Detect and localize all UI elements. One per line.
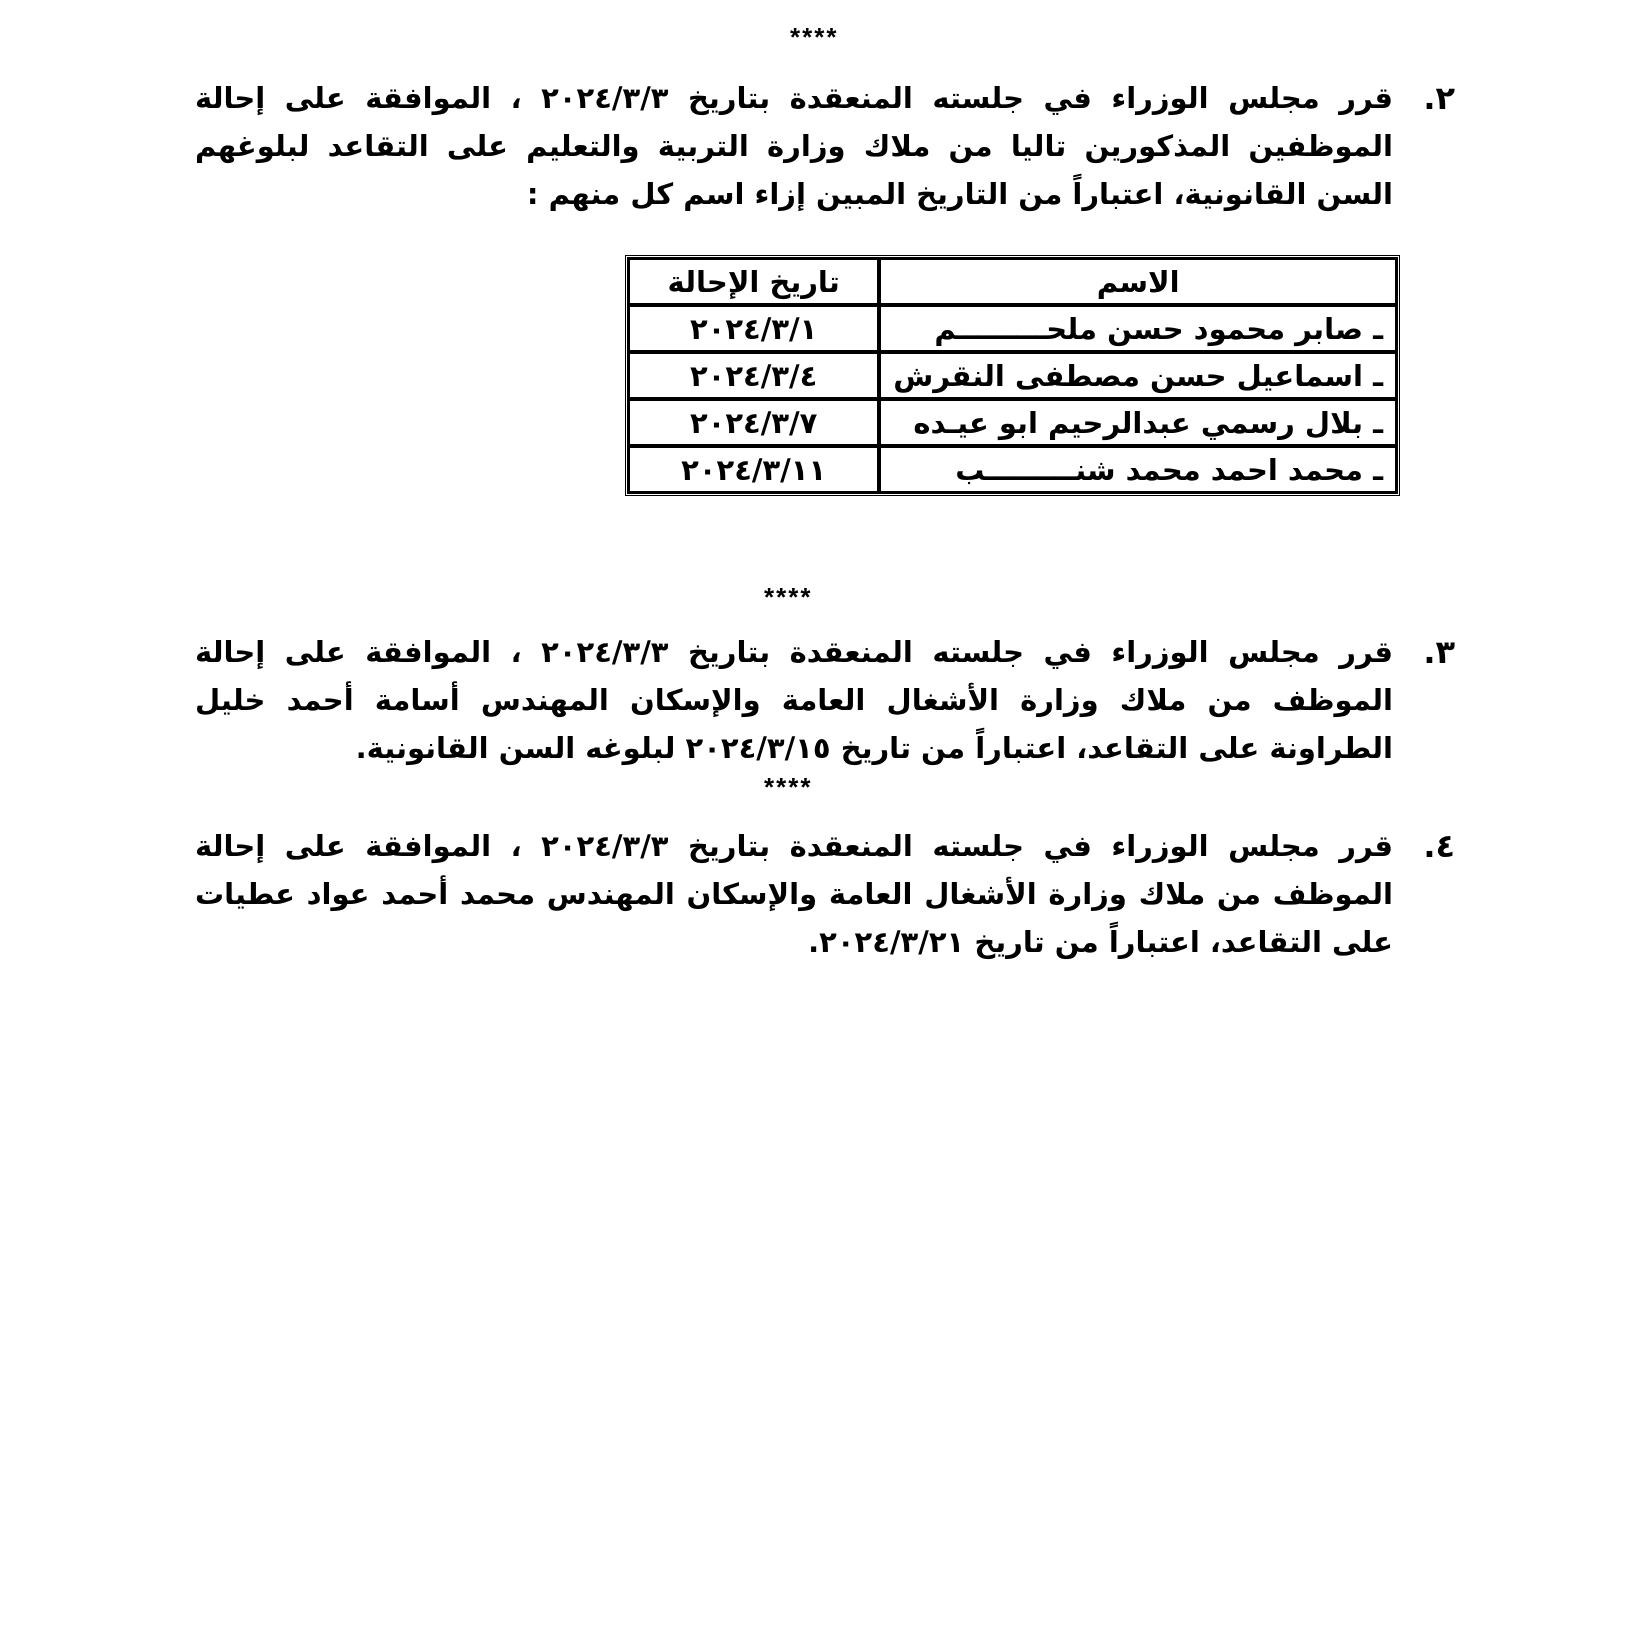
header-name: الاسم <box>879 258 1397 305</box>
header-date: تاريخ الإحالة <box>628 258 879 305</box>
retirement-date: ٢٠٢٤/٣/١ <box>628 305 879 352</box>
separator-stars-top: **** <box>790 22 839 52</box>
item-text: قرر مجلس الوزراء في جلسته المنعقدة بتاريخ ٢٠٢٤/٣/٣ ، الموافقة على إحالة الموظفين المذكورين تاليا من ملاك وزارة التربية والتعليم على التقاعد لبلوغهم السن القانونية، اعتباراً من التاريخ المبين إزاء اسم كل منهم : <box>195 81 1393 211</box>
employee-name: ـ صابر محمود حسن ملحـــــــــم <box>879 305 1397 352</box>
employee-name: ـ اسماعيل حسن مصطفى النقرش <box>879 352 1397 399</box>
employee-name: ـ محمد احمد محمد شنـــــــــب <box>879 446 1397 493</box>
decision-item-3 <box>195 628 1455 772</box>
item-number: ٤. <box>1423 827 1455 865</box>
item-text: قرر مجلس الوزراء في جلسته المنعقدة بتاريخ ٢٠٢٤/٣/٣ ، الموافقة على إحالة الموظف من ملاك وزارة الأشغال العامة والإسكان المهندس محمد أحمد عواد عطيات على التقاعد، اعتباراً من تاريخ ٢٠٢٤/٣/٢١. <box>195 829 1393 959</box>
table-row <box>628 446 1397 493</box>
item-number: ٢. <box>1423 79 1455 117</box>
retirement-table <box>625 255 1400 496</box>
table-row <box>628 352 1397 399</box>
retirement-date: ٢٠٢٤/٣/٤ <box>628 352 879 399</box>
separator-stars-middle: **** <box>764 582 813 612</box>
item-number: ٣. <box>1423 633 1455 671</box>
table-row <box>628 399 1397 446</box>
separator-stars-lower: **** <box>764 772 813 802</box>
decision-item-4 <box>195 822 1455 966</box>
decision-item-2 <box>195 74 1455 218</box>
retirement-date: ٢٠٢٤/٣/١١ <box>628 446 879 493</box>
retirement-date: ٢٠٢٤/٣/٧ <box>628 399 879 446</box>
table-header-row <box>628 258 1397 305</box>
table-row <box>628 305 1397 352</box>
item-text: قرر مجلس الوزراء في جلسته المنعقدة بتاريخ ٢٠٢٤/٣/٣ ، الموافقة على إحالة الموظف من ملاك وزارة الأشغال العامة والإسكان المهندس أسامة أحمد خليل الطراونة على التقاعد، اعتباراً من تاريخ ٢٠٢٤/٣/١٥ لبلوغه السن القانونية. <box>195 635 1393 765</box>
employee-name: ـ بلال رسمي عبدالرحيم ابو عيـده <box>879 399 1397 446</box>
